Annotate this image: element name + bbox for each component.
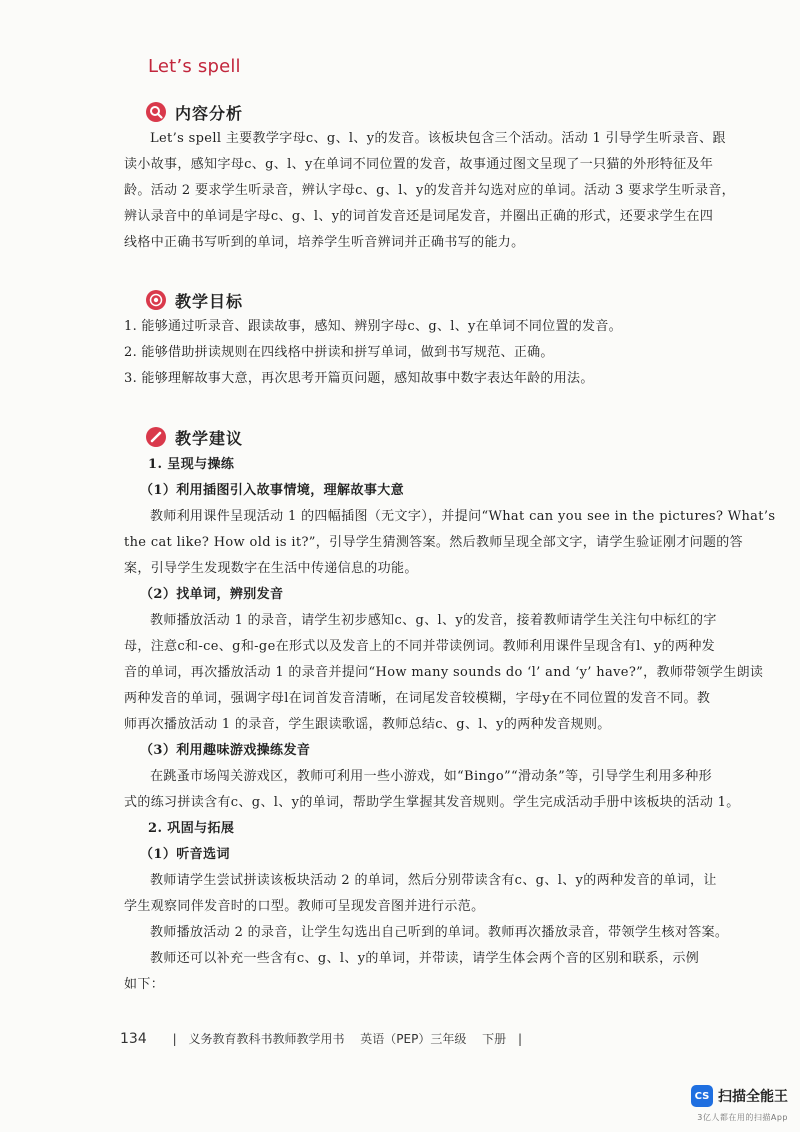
suggestions-title: 教学建议: [175, 428, 244, 448]
text-line: 教师播放活动 1 的录音，请学生初步感知c、g、l、y的发音，接着教师请学生关注句中标红的字: [150, 613, 717, 628]
magnifier-icon: [146, 102, 166, 122]
text-line: 案，引导学生发现数字在生活中传递信息的功能。: [124, 561, 418, 576]
pencil-icon: [146, 427, 166, 447]
objective-item: 1. 能够通过听录音、跟读故事，感知、辨别字母c、g、l、y在单词不同位置的发音。: [124, 319, 622, 334]
text-line: 读小故事，感知字母c、g、l、y在单词不同位置的发音，故事通过图文呈现了一只猫的外形特征及年: [124, 157, 714, 172]
content-analysis-paragraph: [124, 126, 736, 256]
text-line: 教师利用课件呈现活动 1 的四幅插图（无文字），并提问“What can you see in the pictures? What’s: [150, 509, 776, 524]
text-line: 辨认录音中的单词是字母c、g、l、y的词首发音还是词尾发音，并圈出正确的形式，还要求学生在四: [124, 209, 714, 224]
text-line: 线格中正确书写听到的单词，培养学生听音辨词并正确书写的能力。: [124, 235, 525, 250]
divider: |: [172, 1032, 177, 1046]
target-icon: [146, 290, 166, 310]
text-line: 在跳蚤市场闯关游戏区，教师可利用一些小游戏，如“Bingo”“滑动条”等，引导学生利用多种形: [150, 769, 712, 784]
section-header: Let’s spell: [148, 56, 241, 77]
text-line: 如下：: [124, 977, 165, 992]
page-number: 134: [120, 1031, 147, 1047]
objective-item: 2. 能够借助拼读规则在四线格中拼读和拼写单词，做到书写规范、正确。: [124, 345, 554, 360]
text-line: 教师播放活动 2 的录音，让学生勾选出自己听到的单词。教师再次播放录音，带领学生核对答案。: [150, 925, 729, 940]
text-line: 学生观察同伴发音时的口型。教师可呈现发音图并进行示范。: [124, 899, 485, 914]
objectives-heading: [146, 287, 243, 313]
text-line: 母，注意c和-ce、g和-ge在形式以及发音上的不同并带读例词。教师利用课件呈现含有l、y的两种发: [124, 639, 716, 654]
text-line: 龄。活动 2 要求学生听录音，辨认字母c、g、l、y的发音并勾选对应的单词。活动 3 要求学生听录音，: [124, 183, 736, 198]
text-line: 教师还可以补充一些含有c、g、l、y的单词，并带读，请学生体会两个音的区别和联系，示例: [150, 951, 700, 966]
text-line: 两种发音的单词，强调字母l在词首发音清晰，在词尾发音较模糊，字母y在不同位置的发音不同。教: [124, 691, 711, 706]
book-title: 义务教育教科书教师教学用书: [188, 1032, 345, 1046]
content-analysis-title: 内容分析: [175, 103, 244, 123]
watermark-brand: 扫描全能王: [718, 1089, 788, 1105]
suggestions-heading: [146, 424, 243, 450]
page-footer: [120, 1030, 530, 1047]
step3-paragraph: [124, 764, 740, 816]
watermark-tagline: 3亿人都在用的扫描App: [697, 1113, 788, 1122]
step2-title: （2）找单词，辨别发音: [140, 587, 284, 602]
step1-paragraph: [124, 504, 776, 582]
volume: 下册: [482, 1032, 507, 1046]
content-analysis-heading: [146, 99, 243, 125]
text-line: the cat like? How old is it?”，引导学生猜测答案。然后教师呈现全部文字，请学生验证刚才问题的答: [124, 535, 743, 550]
step1-title: （1）利用插图引入故事情境，理解故事大意: [140, 483, 405, 498]
step6-paragraph: [124, 946, 700, 998]
objectives-title: 教学目标: [175, 291, 244, 311]
step5-paragraph: [124, 920, 729, 946]
step2-paragraph: [124, 608, 764, 738]
text-line: 教师请学生尝试拼读该板块活动 2 的单词，然后分别带读含有c、g、l、y的两种发音的单词，让: [150, 873, 717, 888]
text-line: 师再次播放活动 1 的录音，学生跟读歌谣，教师总结c、g、l、y的两种发音规则。: [124, 717, 611, 732]
scanner-watermark: [691, 1085, 788, 1107]
text-line: Let’s spell 主要教学字母c、g、l、y的发音。该板块包含三个活动。活动 1 引导学生听录音、跟: [150, 131, 726, 146]
divider: |: [518, 1032, 523, 1046]
text-line: 音的单词，再次播放活动 1 的录音并提问“How many sounds do ‘l’ and ‘y’ have?”，教师带领学生朗读: [124, 665, 764, 680]
step3-title: （3）利用趣味游戏操练发音: [140, 743, 311, 758]
camscanner-logo-icon: CS: [691, 1085, 713, 1107]
part2-title: 2. 巩固与拓展: [148, 821, 235, 836]
step4-paragraph: [124, 868, 717, 920]
objective-item: 3. 能够理解故事大意，再次思考开篇页问题，感知故事中数字表达年龄的用法。: [124, 371, 594, 386]
subject: 英语（PEP）三年级: [360, 1032, 467, 1046]
step4-title: （1）听音选词: [140, 847, 230, 862]
text-line: 式的练习拼读含有c、g、l、y的单词，帮助学生掌握其发音规则。学生完成活动手册中该板块的活动 1。: [124, 795, 740, 810]
part1-title: 1. 呈现与操练: [148, 457, 235, 472]
